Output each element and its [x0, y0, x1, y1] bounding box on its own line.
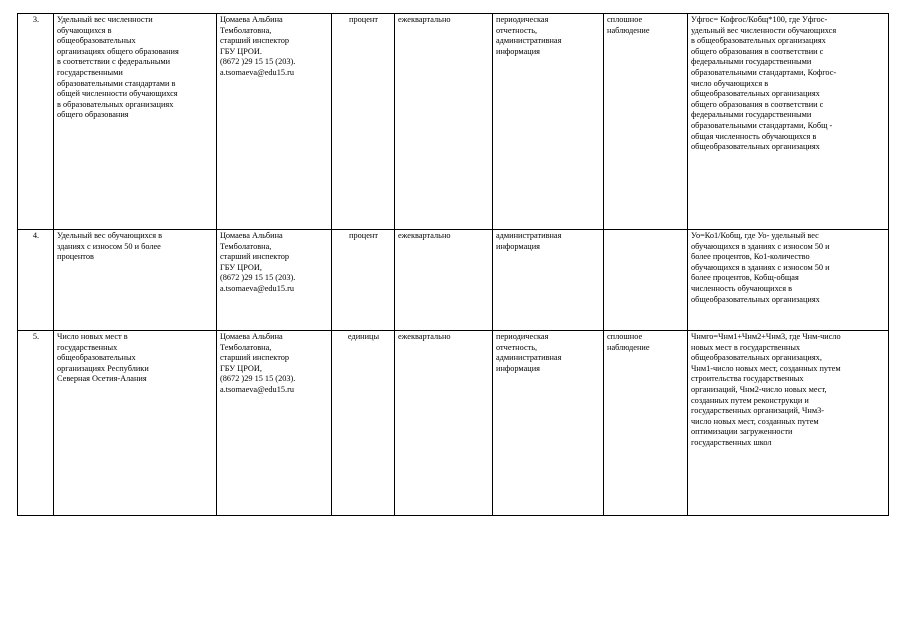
indicators-table	[17, 13, 889, 516]
indicator-name: Удельный вес численности обучающихся в общеобразовательных организациях общего образования в соответствии с федеральными государственными образовательными стандартами в общей численности обучающихся в образовательных организациях общего образования	[54, 14, 217, 230]
row-number: 3.	[18, 14, 54, 230]
row-number: 5.	[18, 331, 54, 516]
frequency: ежеквартально	[395, 230, 493, 331]
indicator-name: Удельный вес обучающихся в зданиях с износом 50 и более процентов	[54, 230, 217, 331]
responsible-person: Цомаева Альбина Темболатовна, старший инспектор ГБУ ЦРОИ, (8672 )29 15 15 (203). a.tsomaeva@edu15.ru	[217, 331, 332, 516]
responsible-person: Цомаева Альбина Темболатовна, старший инспектор ГБУ ЦРОИ, (8672 )29 15 15 (203). a.tsomaeva@edu15.ru	[217, 230, 332, 331]
responsible-person: Цомаева Альбина Темболатовна, старший инспектор ГБУ ЦРОИ. (8672 )29 15 15 (203). a.tsomaeva@edu15.ru	[217, 14, 332, 230]
unit-of-measure: процент	[332, 230, 395, 331]
table-row	[18, 14, 889, 230]
frequency: ежеквартально	[395, 14, 493, 230]
indicator-name: Число новых мест в государственных общеобразовательных организациях Республики Северная Осетия-Алания	[54, 331, 217, 516]
unit-of-measure: единицы	[332, 331, 395, 516]
data-source: периодическая отчетность, административная информация	[493, 14, 604, 230]
calculation-formula: Уфгос= Кофгос/Кобщ*100, где Уфгос- удельный вес численности обучающихся в общеобразовательных организациях общего образования в соответствии с федеральными государственными образовательными стандартами, Кофгос- число обучающихся в общеобразовательных организациях общего образования в соответствии с федеральными государственными образовательными стандартами, Кобщ - общая численность обучающихся в общеобразовательных организациях	[688, 14, 889, 230]
calculation-formula: Уо=Ко1/Кобщ, где Уо- удельный вес обучающихся в зданиях с износом 50 и более процентов, Ко1-количество обучающихся в зданиях с износом 50 и более процентов, Кобщ-общая численность обучающихся в общеобразовательных организациях	[688, 230, 889, 331]
row-number: 4.	[18, 230, 54, 331]
collection-method: сплошное наблюдение	[604, 14, 688, 230]
data-source: административная информация	[493, 230, 604, 331]
collection-method: сплошное наблюдение	[604, 331, 688, 516]
table-row	[18, 331, 889, 516]
unit-of-measure: процент	[332, 14, 395, 230]
frequency: ежеквартально	[395, 331, 493, 516]
collection-method	[604, 230, 688, 331]
table-row	[18, 230, 889, 331]
data-source: периодическая отчетность, административная информация	[493, 331, 604, 516]
calculation-formula: Чнмго=Чнм1+Чнм2+Чнм3, где Чнм-число новых мест в государственных общеобразовательных организациях, Чнм1-число новых мест, созданных путем строительства государственных организаций, Чнм2-число новых мест, созданных путем реконструкци и государственных организаций, Чнм3- число новых мест, созданных путем оптимизации загруженности государственных школ	[688, 331, 889, 516]
